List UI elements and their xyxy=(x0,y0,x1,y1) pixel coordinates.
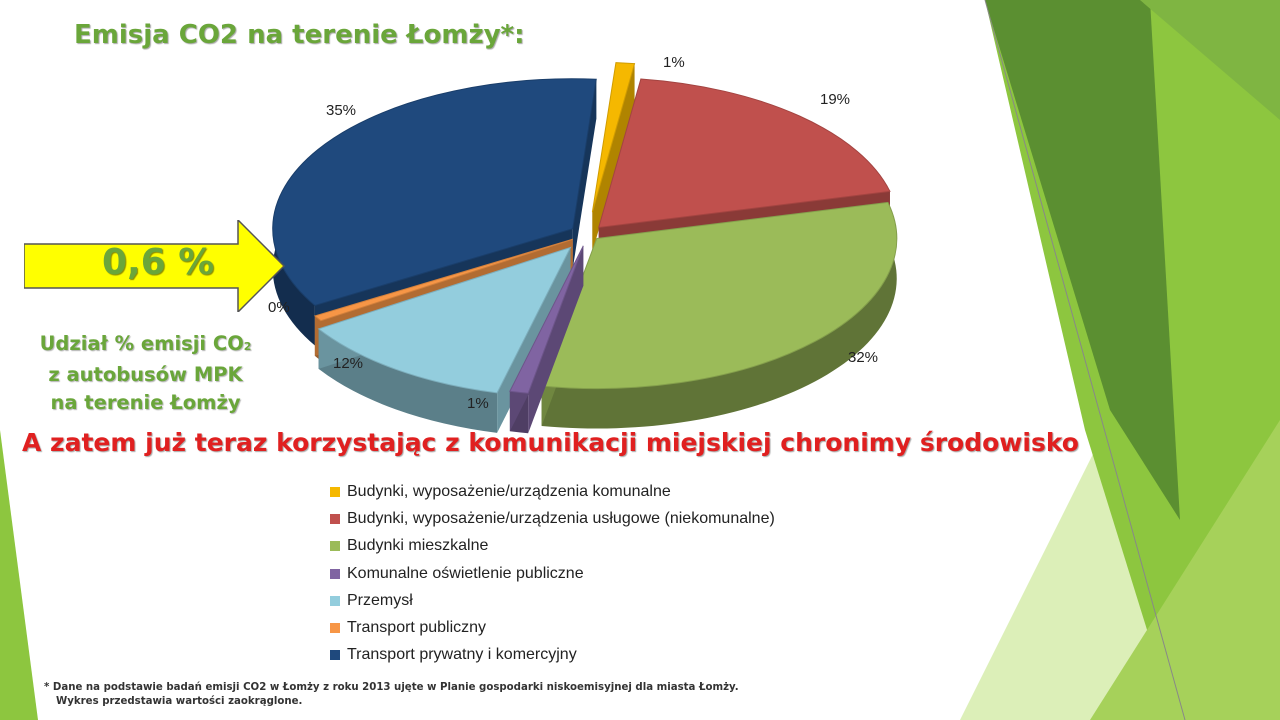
legend-item-5 xyxy=(330,587,775,614)
footnote-line-2: Wykres przedstawia wartości zaokrąglone. xyxy=(56,696,303,707)
legend-swatch-7 xyxy=(330,650,340,660)
side-note xyxy=(18,330,273,417)
pie-label-1: 1% xyxy=(663,54,685,71)
chart-legend xyxy=(330,478,775,669)
legend-item-3 xyxy=(330,533,775,560)
legend-item-2 xyxy=(330,505,775,532)
legend-swatch-1 xyxy=(330,487,340,497)
legend-item-7 xyxy=(330,642,775,669)
legend-swatch-5 xyxy=(330,596,340,606)
pie-label-7: 35% xyxy=(326,102,357,119)
pie-slices xyxy=(273,63,897,434)
side-note-line-2: z autobusów MPK xyxy=(48,363,243,386)
side-note-line-1 xyxy=(18,330,273,361)
pie-label-3: 32% xyxy=(848,349,879,366)
legend-label-1: Budynki, wyposażenie/urządzenia komunalne xyxy=(347,482,671,500)
footnote xyxy=(44,681,739,709)
legend-item-6 xyxy=(330,614,775,641)
headline: A zatem już teraz korzystając z komunikacji miejskiej chronimy środowisko xyxy=(22,428,1079,457)
pie-label-2: 19% xyxy=(820,91,851,108)
legend-swatch-3 xyxy=(330,541,340,551)
legend-item-1 xyxy=(330,478,775,505)
pie-label-4: 1% xyxy=(467,395,489,412)
highlight-arrow xyxy=(24,220,286,312)
side-note-subscript: 2 xyxy=(243,340,252,353)
footnote-line-1: * Dane na podstawie badań emisji CO2 w Łomży z roku 2013 ujęte w Planie gospodarki niskoemisyjnej dla miasta Łomży. xyxy=(44,682,739,693)
legend-label-7: Transport prywatny i komercyjny xyxy=(347,646,577,664)
legend-label-6: Transport publiczny xyxy=(347,619,487,637)
legend-swatch-6 xyxy=(330,623,340,633)
legend-label-5: Przemysł xyxy=(347,591,413,609)
legend-item-4 xyxy=(330,560,775,587)
side-note-line-1-text: Udział % emisji CO xyxy=(39,332,244,355)
highlight-value: 0,6 % xyxy=(102,242,215,283)
legend-label-2: Budynki, wyposażenie/urządzenia usługowe (niekomunalne) xyxy=(347,509,775,527)
legend-label-4: Komunalne oświetlenie publiczne xyxy=(347,564,584,582)
legend-swatch-4 xyxy=(330,569,340,579)
pie-label-6: 0% xyxy=(268,299,290,316)
legend-swatch-2 xyxy=(330,514,340,524)
side-note-line-3: na terenie Łomży xyxy=(50,391,241,414)
legend-label-3: Budynki mieszkalne xyxy=(347,537,489,555)
slide-title: Emisja CO2 na terenie Łomży*: xyxy=(74,20,525,50)
pie-label-5: 12% xyxy=(333,355,364,372)
